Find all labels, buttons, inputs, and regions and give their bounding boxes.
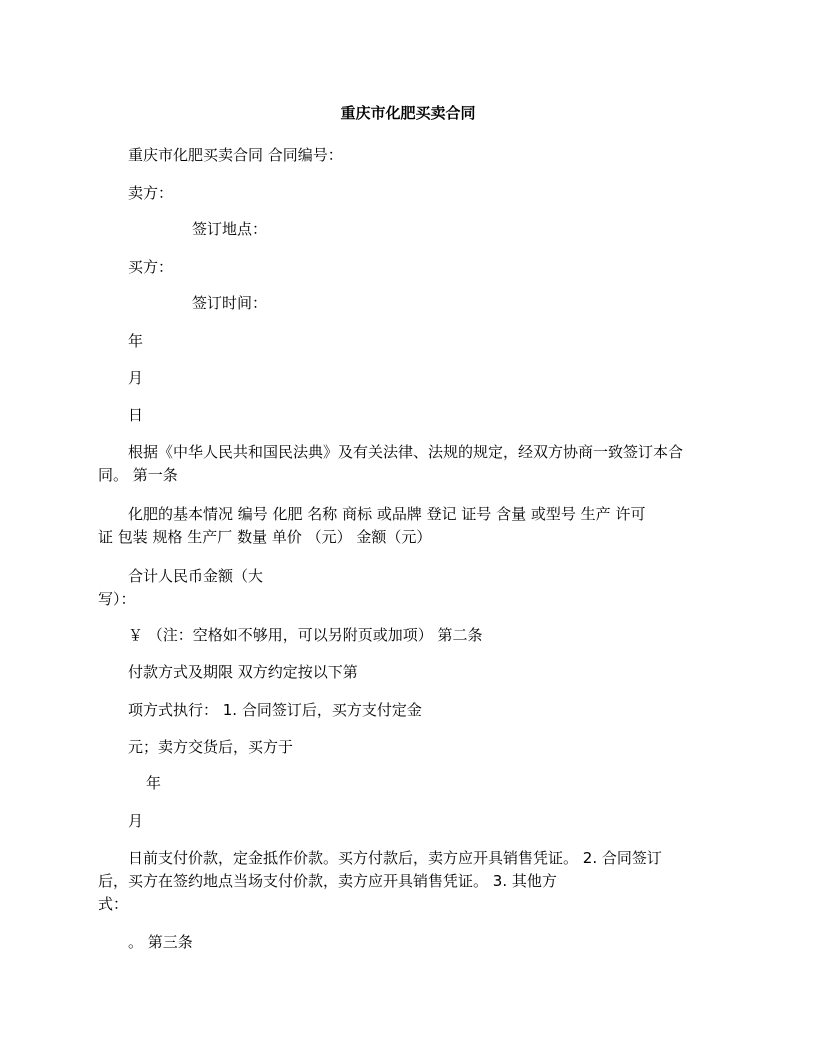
day-line: 日 <box>128 406 144 424</box>
year-line: 年 <box>128 332 144 350</box>
article-three-line: 。 第三条 <box>128 933 193 951</box>
seller-line: 卖方： <box>128 184 174 202</box>
signing-place-line: 签订地点： <box>192 220 268 238</box>
delivery-payment-line: 元；卖方交货后，买方于 <box>128 738 294 756</box>
month-line: 月 <box>128 369 144 387</box>
note-line: ￥ （注：空格如不够用，可以另附页或加项） 第二条 <box>128 626 483 644</box>
payment-option-1-line: 项方式执行： 1. 合同签订后，买方支付定金 <box>128 701 422 719</box>
document-title: 重庆市化肥买卖合同 <box>340 104 476 122</box>
payment-terms-line-2: 后，买方在签约地点当场支付价款，卖方应开具销售凭证。 3. 其他方 <box>98 872 557 890</box>
fertilizer-info-line-1: 化肥的基本情况 编号 化肥 名称 商标 或品牌 登记 证号 含量 或型号 生产 许可 <box>128 505 646 523</box>
total-amount-line-1: 合计人民币金额（大 <box>128 567 264 585</box>
preamble-line-2: 同。 第一条 <box>98 466 178 484</box>
payment-terms-line-3: 式： <box>98 895 129 913</box>
signing-time-line: 签订时间： <box>192 294 268 312</box>
preamble-line-1: 根据《中华人民共和国民法典》及有关法律、法规的规定，经双方协商一致签订本合 <box>128 443 684 461</box>
payment-year-line: 年 <box>146 774 162 792</box>
buyer-line: 买方： <box>128 258 174 276</box>
contract-number-line: 重庆市化肥买卖合同 合同编号： <box>128 146 343 164</box>
payment-month-line: 月 <box>128 812 144 830</box>
total-amount-line-2: 写）： <box>98 590 136 608</box>
payment-terms-line-1: 日前支付价款，定金抵作价款。买方付款后，卖方应开具销售凭证。 2. 合同签订 <box>128 849 662 867</box>
fertilizer-info-line-2: 证 包装 规格 生产厂 数量 单价 （元） 金额（元） <box>98 528 432 546</box>
payment-method-line: 付款方式及期限 双方约定按以下第 <box>128 663 358 681</box>
